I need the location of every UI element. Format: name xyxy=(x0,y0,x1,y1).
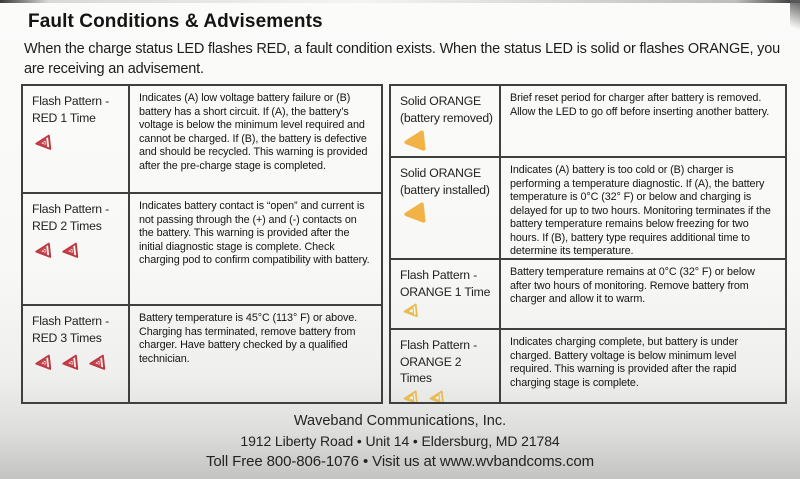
intro-text: When the charge status LED flashes RED, a fault condition exists. When the status LED is solid or flashes ORANGE, you are receiving an advisement. xyxy=(24,41,780,77)
advisement-row-4-label-line2: ORANGE 2 Times xyxy=(400,354,462,385)
advisement-row-4-description: Indicates charging complete, but battery is under charged. Battery voltage is below minimum level required. This warning is provided after the rapid charging stage is complete. xyxy=(510,336,738,389)
orange-flash-icon xyxy=(399,388,421,402)
footer-company: Waveband Communications, Inc. xyxy=(293,413,507,429)
footer xyxy=(0,412,800,473)
fault-row-1-pattern-cell xyxy=(23,86,130,194)
fault-row-2-description: Indicates battery contact is “open” and current is not passing through the (+) and (-) contacts on the battery. This warning is provided after the initial diagnostic stage is complete. Check charging pod to confirm compatibility with battery. xyxy=(130,194,381,306)
advisement-row-1-led-icons xyxy=(400,129,495,154)
page-title: Fault Conditions & Advisements xyxy=(28,11,323,32)
red-flash-icon xyxy=(58,240,81,262)
advisement-row-4-led-icons xyxy=(400,389,495,403)
footer-address: 1912 Liberty Road • Unit 14 • Eldersburg, MD 21784 xyxy=(240,433,560,449)
advisement-row-1-label-line2: (battery removed) xyxy=(400,110,493,125)
fault-row-2-label-line2: RED 2 Times xyxy=(32,218,102,233)
fault-row-1-label-line2: RED 1 Time xyxy=(32,110,96,125)
fault-table xyxy=(21,84,383,404)
advisement-row-3-label-line2: ORANGE 1 Time xyxy=(400,284,491,299)
fault-row-3-label-line2: RED 3 Times xyxy=(32,330,102,345)
red-flash-icon xyxy=(31,240,54,262)
orange-flash-icon xyxy=(399,301,421,321)
fault-row-3-led-icons xyxy=(32,353,124,373)
fault-row-3-pattern-cell xyxy=(23,306,130,402)
red-flash-icon xyxy=(58,352,81,374)
fault-row-2-led-icons xyxy=(32,241,124,261)
fault-row-1-label-line1: Flash Pattern - xyxy=(32,94,109,108)
advisement-row-3-label-line1: Flash Pattern - xyxy=(400,268,477,282)
advisement-row-3-led-icons xyxy=(400,302,495,320)
fault-row-2-pattern-cell xyxy=(23,194,130,306)
advisement-row-2-label-line1: Solid ORANGE xyxy=(400,166,481,180)
scan-top-edge xyxy=(0,0,800,3)
orange-flash-icon xyxy=(425,388,447,402)
advisement-row-1-label-line1: Solid ORANGE xyxy=(400,94,481,108)
advisement-row-1-pattern-cell xyxy=(391,86,501,158)
advisement-row-1-description: Brief reset period for charger after battery is removed. Allow the LED to go off before inserting another battery. xyxy=(501,86,785,158)
red-flash-icon xyxy=(85,352,108,374)
advisement-row-3-pattern-cell xyxy=(391,260,501,330)
advisement-row-2-led-icons xyxy=(400,201,495,226)
orange-solid-icon xyxy=(399,200,429,228)
advisement-row-4-label-line1: Flash Pattern - xyxy=(400,338,477,352)
scan-corner-shade xyxy=(790,0,800,40)
advisement-row-2-pattern-cell xyxy=(391,158,501,260)
fault-row-2-label-line1: Flash Pattern - xyxy=(32,202,109,216)
advisement-row-2-label-line2: (battery installed) xyxy=(400,182,490,197)
fault-row-1-led-icons xyxy=(32,133,124,153)
advisement-row-3-description: Battery temperature remains at 0°C (32° F) or below after two hours of monitoring. Remove battery from charger and allow it to warm. xyxy=(501,260,785,330)
orange-solid-icon xyxy=(399,128,429,156)
fault-row-3-description: Battery temperature is 45°C (113° F) or above. Charging has terminated, remove battery from charger. Have battery checked by a qualified technician. xyxy=(139,312,358,365)
red-flash-icon xyxy=(31,352,54,374)
red-flash-icon xyxy=(31,132,54,154)
footer-contact: Toll Free 800-806-1076 • Visit us at www.wvbandcoms.com xyxy=(206,453,594,470)
advisement-table xyxy=(389,84,787,404)
advisement-row-4-pattern-cell xyxy=(391,330,501,402)
fault-row-1-description: Indicates (A) low voltage battery failure or (B) battery has a short circuit. If (A), the battery’s voltage is below the minimum level required and cannot be charged. If (B), the battery is defective and should be recycled. This warning is provided after the pre-charge stage is completed. xyxy=(130,86,381,194)
advisement-row-2-description: Indicates (A) battery is too cold or (B) charger is performing a temperature diagnostic. If (A), the battery temperature is 0°C (32° F) or below and charging is delayed for up to two hours. Monitoring terminates if the battery temperature remains below freezing for two hours. If (B), battery type requires additional time to determine its temperature. xyxy=(501,158,785,260)
fault-row-3-label-line1: Flash Pattern - xyxy=(32,314,109,328)
